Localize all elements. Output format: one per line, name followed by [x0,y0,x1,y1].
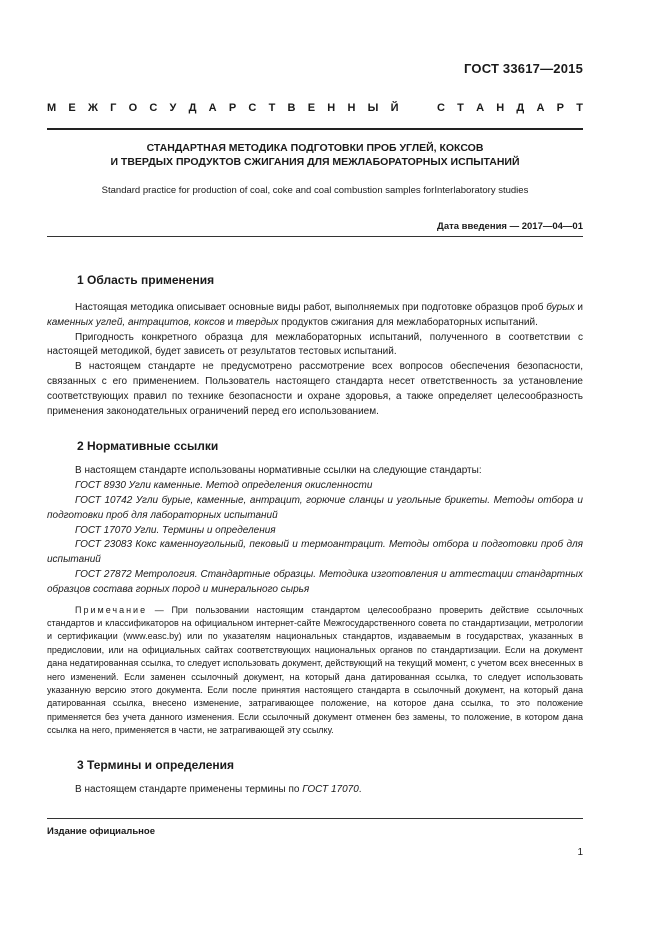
paragraph: В настоящем стандарте использованы нормативные ссылки на следующие стандарты: [75,465,482,477]
banner-letter: У [169,102,177,114]
date-divider [47,236,583,237]
banner-letter: Д [516,102,525,114]
normative-reference: ГОСТ 27872 Метрология. Стандартные образцы. Методика изготовления и аттестации стандартных образцов состава горных пород и минерального сырья [47,568,583,595]
introduction-date: Дата введения — 2017—04—01 [437,221,583,232]
banner-letter: Р [556,102,564,114]
banner-letter: С [436,102,445,114]
banner-letter: Ж [87,102,98,114]
paragraph: Настоящая методика описывает основные виды работ, выполняемых при подготовке образцов проб бурых и каменных углей, антрацитов, коксов и твердых продуктов сжигания для межлабораторных испытаний. [47,302,583,328]
banner-letter: Т [268,102,276,114]
banner-letter: А [476,102,485,114]
document-body [47,270,583,797]
banner-letter: В [287,102,296,114]
standard-banner [47,102,583,114]
official-edition-label: Издание официальное [47,826,155,837]
banner-letter: Ы [367,102,379,114]
footer-divider [47,818,583,819]
banner-letter: Е [68,102,76,114]
title-line: СТАНДАРТНАЯ МЕТОДИКА ПОДГОТОВКИ ПРОБ УГЛЕЙ, КОКСОВ [146,142,484,154]
section-heading: 3 Термины и определения [77,757,235,772]
banner-letter: О [128,102,138,114]
banner-letter: Р [228,102,237,114]
banner-letter: Н [496,102,505,114]
banner-letter: Н [347,102,356,114]
normative-reference: ГОСТ 8930 Угли каменные. Метод определения окисленности [75,480,373,492]
normative-reference: ГОСТ 23083 Кокс каменноугольный, пековый и термоантрацит. Методы отбора и подготовки проб для испытаний [47,539,583,566]
banner-letter: Г [110,102,117,114]
banner-letter: Д [188,102,197,114]
banner-letter: Й [390,102,399,114]
note-text: — При пользовании настоящим стандартом целесообразно проверить действие ссылочных стандартов и классификаторов на официальном интернет-сайте Межгосударственного совета по стандартизации, метрологии и сертификации (www.easc.by) или по указателям национальных стандартов, издаваемым в государствах, указанных в предисловии, или на официальных сайтах соответствующих национальных органов по стандартизации. Если на документ дана недатированная ссылка, то следует использовать документ, действующий на текущий момент, с учетом всех внесенных в него изменений. Если заменен ссылочный документ, на который дана датированная ссылка, то следует использовать указанную версию этого документа. Если после принятия настоящего стандарта в ссылочный документ, на который дана датированная ссылка, внесено изменение, затрагивающее положение, на которое дана ссылка, то это положение применяется без учета данного изменения. Если ссылочный документ отменен без замены, то положение, в котором дана ссылка на него, применяется в части, не затрагивающей эту ссылку. [47,604,583,736]
document-title [47,141,583,169]
banner-letter: Т [457,102,464,114]
banner-letter: Е [307,102,316,114]
note [47,604,583,738]
normative-reference: ГОСТ 10742 Угли бурые, каменные, антрацит, горючие сланцы и угольные брикеты. Методы отбора и подготовки проб для лабораторных испытаний [47,494,583,521]
paragraph: В настоящем стандарте не предусмотрено рассмотрение всех вопросов обеспечения безопасности, связанных с его применением. Пользователь настоящего стандарта несет ответственность за установление соответствующих правил по технике безопасности и охране здоровья, а также определяет целесообразность применения законодательных ограничений перед его использованием. [47,361,583,417]
banner-spacer [411,102,425,114]
paragraph: Пригодность конкретного образца для межлабораторных испытаний, полученного в соответствии с настоящей методикой, будет зависеть от результатов тестовых испытаний. [47,331,583,358]
header-divider [47,128,583,130]
banner-letter: А [536,102,545,114]
reference-link: ГОСТ 17070 [302,783,359,795]
normative-reference: ГОСТ 17070 Угли. Термины и определения [75,524,276,536]
page-number: 1 [577,847,583,858]
banner-letter: С [248,102,257,114]
title-line: И ТВЕРДЫХ ПРОДУКТОВ СЖИГАНИЯ ДЛЯ МЕЖЛАБОРАТОРНЫХ ИСПЫТАНИЙ [110,156,520,168]
section-heading: 2 Нормативные ссылки [77,439,219,454]
english-title: Standard practice for production of coal, coke and coal combustion samples forInterlaboratory studies [101,185,529,196]
note-label: Примечание [75,604,148,615]
paragraph: В настоящем стандарте применены термины по ГОСТ 17070. [75,783,362,795]
banner-letter: А [208,102,217,114]
section-heading: 1 Область применения [77,273,215,287]
banner-letter: С [149,102,158,114]
banner-letter: Н [327,102,336,114]
banner-letter: Т [576,102,583,114]
banner-letter: М [47,102,57,114]
gost-number: ГОСТ 33617—2015 [464,61,583,76]
